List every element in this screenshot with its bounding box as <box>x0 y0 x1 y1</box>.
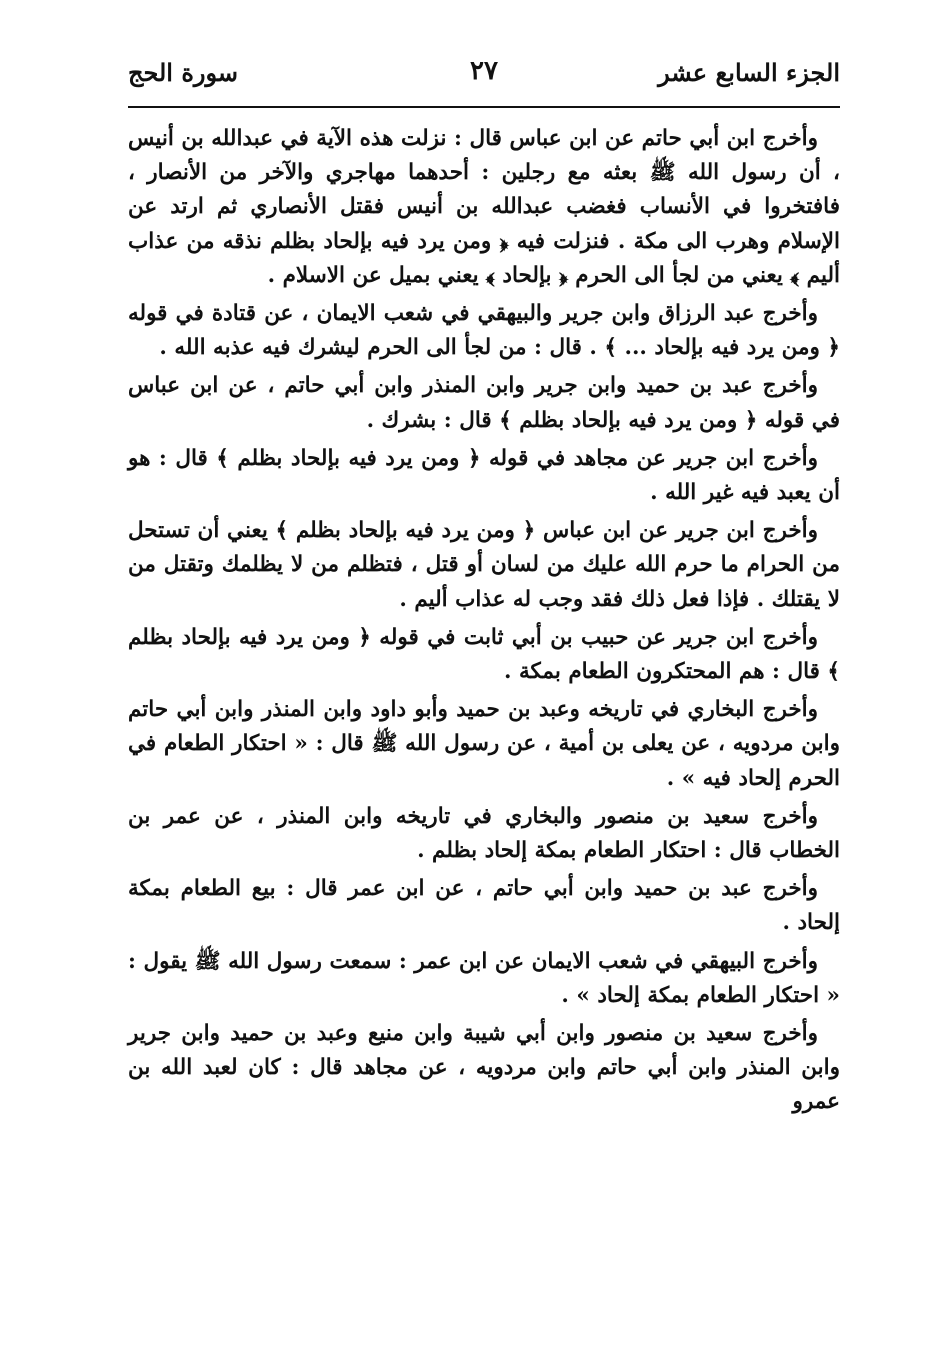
paragraph: وأخرج سعيد بن منصور وابن أبي شيبة وابن منيع وعبد بن حميد وابن جرير وابن المنذر وابن أبي حاتم وابن مردويه ، عن مجاهد قال : كان لعبد الله بن عمرو <box>128 1021 840 1115</box>
paragraph: وأخرج ابن جرير عن مجاهد في قوله ﴿ ومن يرد فيه بإلحاد بظلم ﴾ قال : هو أن يعبد فيه غير الله . <box>128 445 840 506</box>
main-text <box>128 122 840 1124</box>
paragraph: وأخرج سعيد بن منصور والبخاري في تاريخه وابن المنذر ، عن عمر بن الخطاب قال : احتكار الطعام بمكة إلحاد بظلم . <box>128 803 840 864</box>
paragraph: وأخرج عبد بن حميد وابن أبي حاتم ، عن ابن عمر قال : بيع الطعام بمكة إلحاد . <box>128 876 840 936</box>
paragraph: وأخرج البخاري في تاريخه وعبد بن حميد وأبو داود وابن المنذر وابن أبي حاتم وابن مردويه ، عن يعلى بن أمية ، عن رسول الله ﷺ قال : « احتكار الطعام في الحرم إلحاد فيه » . <box>128 697 840 791</box>
surah-title: سورة الحج <box>128 58 238 87</box>
header-rule <box>128 106 840 108</box>
running-header <box>128 40 840 92</box>
paragraph: وأخرج البيهقي في شعب الايمان عن ابن عمر : سمعت رسول الله ﷺ يقول : « احتكار الطعام بمكة إلحاد » . <box>128 948 840 1008</box>
paragraph: وأخرج عبد الرزاق وابن جرير والبيهقي في شعب الايمان ، عن قتادة في قوله ﴿ ومن يرد فيه بإلحاد ... ﴾ . قال : من لجأ الى الحرم ليشرك فيه عذبه الله . <box>128 301 840 361</box>
paragraph: وأخرج ابن أبي حاتم عن ابن عباس قال : نزلت هذه الآية في عبدالله بن أنيس ، أن رسول الله ﷺ بعثه مع رجلين : أحدهما مهاجري والآخر من الأنصار ، فافتخروا في الأنساب فغضب عبدالله بن أنيس فقتل الأنصاري ثم ارتد عن الإسلام وهرب الى مكة . فنزلت فيه ﴿ ومن يرد فيه بإلحاد بظلم نذقه من عذاب أليم ﴾ يعني من لجأ الى الحرم ﴿ بإلحاد ﴾ يعني بميل عن الاسلام . <box>128 126 840 288</box>
page-number: ٢٧ <box>470 56 498 86</box>
paragraph: وأخرج ابن جرير عن ابن عباس ﴿ ومن يرد فيه بإلحاد بظلم ﴾ يعني أن تستحل من الحرام ما حرم الله عليك من لسان أو قتل ، فتظلم من لا يظلمك وتقتل من لا يقتلك . فإذا فعل ذلك فقد وجب له عذاب أليم . <box>128 518 840 612</box>
paragraph: وأخرج ابن جرير عن حبيب بن أبي ثابت في قوله ﴿ ومن يرد فيه بإلحاد بظلم ﴾ قال : هم المحتكرون الطعام بمكة . <box>128 624 840 685</box>
paragraph: وأخرج عبد بن حميد وابن جرير وابن المنذر وابن أبي حاتم ، عن ابن عباس في قوله ﴿ ومن يرد فيه بإلحاد بظلم ﴾ قال : بشرك . <box>128 373 840 433</box>
juz-title: الجزء السابع عشر <box>658 58 840 87</box>
book-page <box>128 40 840 1330</box>
